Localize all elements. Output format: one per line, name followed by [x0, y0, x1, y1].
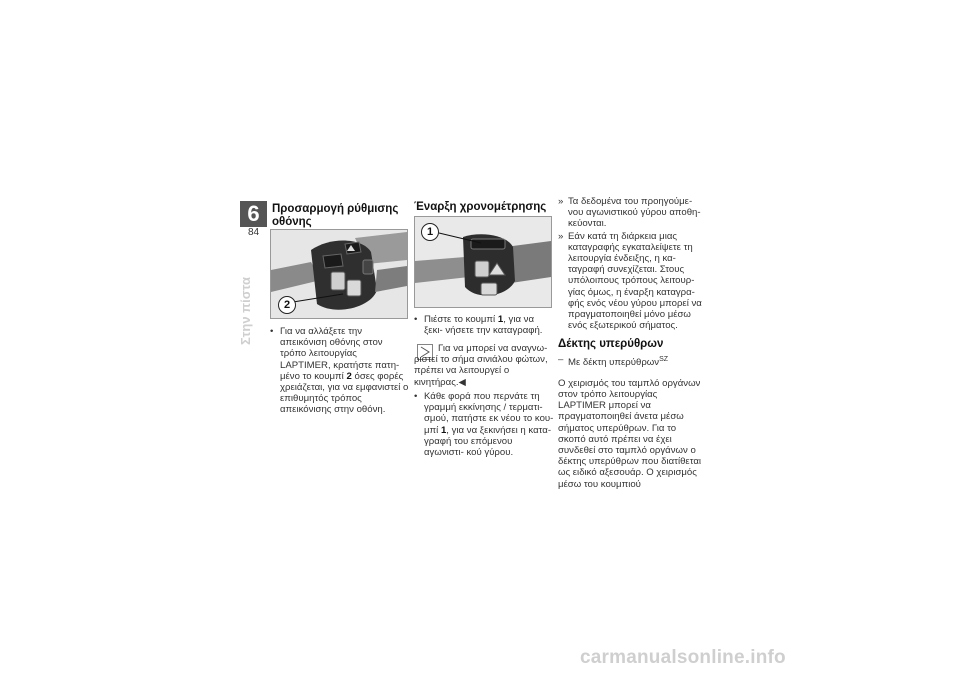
- chapter-side-title: Στην πίστα: [238, 276, 253, 345]
- result-marker: »: [558, 230, 564, 242]
- result-item-1: [558, 196, 704, 230]
- section-heading-display: Προσαρμογή ρύθμισης οθόνης: [272, 203, 399, 228]
- figure-handlebar-left: [270, 229, 408, 319]
- watermark-text: carmanualsonline.info: [580, 647, 786, 668]
- instruction-text-end: όσες φορές χρειάζεται, για να εμφανιστεί ο επιθυμητός τρόπος απεικόνισης στην οθόνη.: [280, 370, 409, 416]
- button-ref-1: 1: [497, 314, 504, 325]
- instruction-text: Για να αλλάξετε την απεικόνιση οθόνης στον τρόπο λειτουργίας LAPTIMER, κρατήστε πατη- μένο το κουμπί: [280, 326, 400, 382]
- section-heading-infrared: Δέκτης υπερύθρων: [558, 338, 664, 351]
- bullet-marker: •: [270, 326, 274, 337]
- result-text-1: Τα δεδομένα του προηγούμε- νου αγωνιστικού γύρου αποθη- κεύονται.: [568, 196, 701, 230]
- option-item: [558, 354, 704, 368]
- page-number: 84: [247, 227, 260, 238]
- end-mark: ◀: [458, 376, 466, 388]
- column-1: [272, 203, 407, 229]
- section-heading-timing: Έναρξη χρονομέτρησης: [414, 201, 547, 213]
- option-code: SZ: [659, 356, 669, 364]
- bullet-marker: •: [414, 314, 418, 325]
- infrared-body-text: Ο χειρισμός του ταμπλό οργάνων στον τρόπο λειτουργίας LAPTIMER μπορεί να πραγματοποιηθεί άνετα μέσω σήματος υπερύθρων. Για το σκοπό αυτό πρέπει να έχει συνδεθεί στο ταμπλό οργάνων ο δέκτης υπερύθρων που διατίθεται ως ειδικό αξεσουάρ. Ο χειρισμός μέσω του κουμπιού: [558, 377, 702, 490]
- bullet-marker: •: [414, 391, 418, 402]
- instruction-text: Κάθε φορά που περνάτε τη γραμμή εκκίνησης / τερματι- σμού, πατήστε εκ νέου το κου- μπί: [424, 391, 554, 436]
- instruction-text-end: , για να ξεκι- νήσετε την καταγραφή.: [424, 314, 543, 337]
- column-1-text: [270, 326, 410, 417]
- instruction-item-1: [414, 314, 554, 336]
- option-marker: –: [558, 354, 564, 366]
- result-marker: »: [558, 196, 564, 207]
- instruction-text: Πιέστε το κουμπί: [424, 314, 498, 325]
- instruction-item: [270, 326, 410, 416]
- figure-handlebar-right: [414, 216, 552, 308]
- option-text: Με δέκτη υπερύθρων: [568, 357, 660, 369]
- result-text-2: Εάν κατά τη διάρκεια μιας καταγραφής εγκαταλείψετε τη λειτουργία ένδειξης, η κα- ταγραφή συνεχίζεται. Στους υπόλοιπους τρόπους λειτουρ- γίας όμως, η έναρξη καταγρα- φής ενός νέου γύρου μπορεί να πραγματοποιηθεί μόνο μέσω ενός εξωτερικού σήματος.: [568, 230, 702, 332]
- instruction-item-2: [414, 391, 554, 458]
- result-item-2: [558, 231, 704, 332]
- column-2-text-2: [414, 391, 554, 459]
- note-text: Για να μπορεί να αναγνω- ριστεί το σήμα σινιάλου φώτων, πρέπει να λειτουργεί ο κινητήρας.: [414, 343, 548, 388]
- button-ref-1b: 1: [440, 424, 447, 436]
- callout-2: 2: [278, 296, 296, 314]
- chapter-number: 6: [240, 201, 267, 227]
- column-3: [558, 196, 704, 490]
- button-ref-2: 2: [346, 370, 352, 382]
- instruction-text-end: , για να ξεκινήσει η κατα- γραφή του επόμενου αγωνιστι- κού γύρου.: [424, 424, 552, 459]
- callout-1: 1: [421, 223, 439, 241]
- note-text-block: [414, 343, 554, 388]
- column-2: [414, 201, 554, 214]
- column-2-text: [414, 314, 554, 337]
